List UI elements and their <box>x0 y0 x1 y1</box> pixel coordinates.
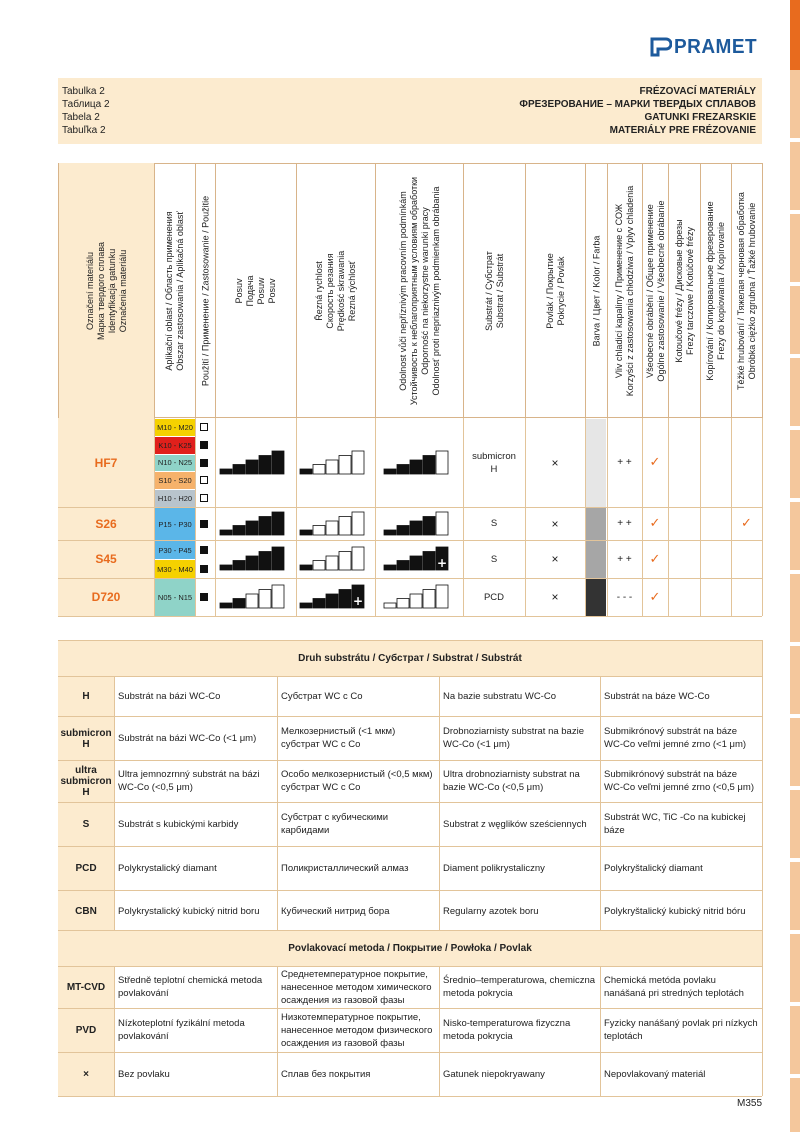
plus-icon: + <box>436 556 448 570</box>
column-header-label: Použití / Применение / Zastosowanie / Použitie <box>200 195 210 386</box>
toughness-level <box>380 584 452 610</box>
check-general: ✓ <box>649 455 661 470</box>
column-header <box>296 163 375 418</box>
level-step <box>272 451 284 474</box>
level-step <box>397 525 409 535</box>
level-step <box>259 455 271 474</box>
table-cell: Substrát na bázi WC-Co (<1 μm) <box>118 732 257 744</box>
row-label: H <box>58 677 114 716</box>
column-header-label: Označení materiálu Марка твердого сплава Identyfikacja gatunku Označenia materiálu <box>84 241 128 340</box>
level-step <box>300 603 312 608</box>
grade-color-swatch <box>586 541 606 578</box>
grade-name: HF7 <box>94 455 118 470</box>
level-step <box>339 516 351 535</box>
page-title-line: ФРЕЗЕРОВАНИЕ – МАРКИ ТВЕРДЫХ СПЛАВОВ <box>519 99 756 110</box>
cell-rule <box>600 966 601 1008</box>
level-step <box>246 460 258 474</box>
grade-color-swatch <box>586 419 606 507</box>
substrate-value: S <box>490 518 498 529</box>
table-cell: Diament polikrystaliczny <box>443 862 545 874</box>
check-disc <box>668 540 700 578</box>
table-cell: Сплав без покрытия <box>281 1068 371 1080</box>
check-general: ✓ <box>649 551 661 567</box>
check-copy <box>700 540 731 578</box>
row-rule <box>58 1096 762 1097</box>
grade-color-swatch <box>586 579 606 616</box>
level-step <box>339 590 351 609</box>
page-title-line: MATERIÁLY PRE FRÉZOVANIE <box>609 125 756 136</box>
table-cell: Fyzicky nanášaný povlak pri nízkych teplotách <box>604 1018 758 1042</box>
level-step <box>423 516 435 535</box>
cell-rule <box>114 966 115 1008</box>
column-header-label: Všeobecné obrábění / Общее применение Ogólne zastosowanie / Všeobecné obrábanie <box>644 199 666 382</box>
column-header <box>668 163 700 418</box>
toughness-level <box>380 546 452 572</box>
application-range: P15 - P30 <box>155 508 195 540</box>
level-step <box>246 521 258 535</box>
level-step <box>233 599 245 609</box>
level-step <box>259 516 271 535</box>
edge-tab-orange <box>790 0 800 70</box>
page-title-line: FRÉZOVACÍ MATERIÁLY <box>639 86 756 97</box>
pramet-logo-icon <box>650 37 672 57</box>
coating-value: × <box>551 552 559 566</box>
level-step <box>233 464 245 474</box>
use-marker <box>200 441 208 449</box>
table-cell: Średnio–temperaturowa, chemiczna metoda pokrycia <box>443 975 596 999</box>
use-marker <box>200 593 208 601</box>
level-step <box>313 599 325 609</box>
brand-name: PRAMET <box>674 35 758 58</box>
feed-level <box>216 450 288 476</box>
table-cell: Nisko-temperaturowa fizyczna metoda pokrycia <box>443 1018 571 1042</box>
column-header-label: Barva / Цвет / Kolor / Farba <box>591 235 601 346</box>
cell-rule <box>114 890 115 932</box>
grade-name: D720 <box>91 590 121 604</box>
cell-rule <box>439 1008 440 1052</box>
column-header-label: Aplikační oblast / Область применения Obszar zastosowania / Aplikačná oblasť <box>164 210 185 371</box>
use-marker <box>200 494 208 502</box>
toughness-level <box>380 450 452 476</box>
grade-name: S26 <box>95 516 117 531</box>
cell-rule <box>439 1052 440 1096</box>
cell-rule <box>114 760 115 802</box>
table-cell: Regularny azotek boru <box>443 905 539 917</box>
column-header-label: Odolnost vůči nepříznivým pracovním podmínkám Устойчивость к неблагоприятным условиям обработки Odporność na niekorzystne warunki pracy Odolnosť proti nepriaznivým podmienkam obrábania <box>397 176 441 405</box>
table-cell: Кубический нитрид бора <box>281 905 390 917</box>
table-cell: Drobnoziarnisty substrat na bazie WC-Co (<1 μm) <box>443 726 584 750</box>
check-general: ✓ <box>649 516 661 531</box>
level-step <box>423 552 435 571</box>
level-step <box>326 521 338 535</box>
table-cell: Ultra drobnoziarnisty substrat na bazie WC-Co (<0,5 μm) <box>443 769 580 793</box>
column-header <box>585 163 607 418</box>
row-label: ultra submicron H <box>58 761 114 802</box>
table-cell: Среднетемпературное покрытие, нанесенное методом химического осаждения из газовой фазы <box>281 968 432 1006</box>
column-header <box>700 163 731 418</box>
edge-tab-strip <box>790 70 800 1132</box>
level-step <box>259 590 271 609</box>
coating-value: × <box>551 516 559 531</box>
table-cell: Na bazie substratu WC-Co <box>443 690 556 702</box>
table-cell: Gatunek niepokryawany <box>443 1068 545 1080</box>
application-range: M30 - M40 <box>155 560 195 578</box>
cell-rule <box>600 676 601 716</box>
cell-rule <box>277 966 278 1008</box>
column-header-label: Vliv chladicí kapaliny / Применение с СОЖ Korzyści z zastosowania chłodziwa / Vplyv chladenia <box>614 185 635 396</box>
row-label: MT-CVD <box>58 967 114 1008</box>
level-step <box>220 469 232 474</box>
table-cell: Chemická metóda povlaku nanášaná pri stredných teplotách <box>604 975 744 999</box>
level-step <box>300 530 312 535</box>
application-range: K10 - K25 <box>155 437 195 454</box>
cell-rule <box>600 890 601 932</box>
use-marker <box>200 520 208 528</box>
level-step <box>384 603 396 608</box>
use-marker <box>200 476 208 484</box>
coolant-value: - - - <box>616 591 633 603</box>
use-marker <box>200 565 208 573</box>
column-header <box>607 163 642 418</box>
check-heavy <box>731 578 762 616</box>
row-label: CBN <box>58 891 114 932</box>
table-cell: Submikrónový substrát na báze WC-Co veľmi jemné zrno (<0,5 μm) <box>604 769 754 793</box>
cell-rule <box>114 1052 115 1096</box>
check-disc <box>668 578 700 616</box>
table-cell: Substrát s kubickými karbidy <box>118 818 239 830</box>
table-cell: Мелкозернистый (<1 мкм) субстрат WC с Co <box>281 726 396 750</box>
column-rule <box>195 418 196 616</box>
cell-rule <box>600 802 601 846</box>
column-header-label: Těžké hrubování / Тяжелая черновая обработка Obróbka ciężko zgrubna / Ťažké hrubovanie <box>736 191 757 390</box>
table-number-line: Таблица 2 <box>62 99 110 110</box>
row-rule <box>58 616 762 617</box>
cell-rule <box>439 802 440 846</box>
cell-rule <box>600 760 601 802</box>
table-cell: Polykryštalický kubický nitrid bóru <box>604 905 746 917</box>
row-label: PVD <box>58 1009 114 1052</box>
level-step <box>436 451 448 474</box>
cell-rule <box>600 1052 601 1096</box>
feed-level <box>216 546 288 572</box>
cell-rule <box>114 846 115 890</box>
row-label: submicron H <box>58 717 114 760</box>
level-step <box>220 565 232 570</box>
cell-rule <box>277 1008 278 1052</box>
level-step <box>410 521 422 535</box>
level-step <box>397 599 409 609</box>
column-rule <box>375 418 376 616</box>
check-heavy: ✓ <box>741 516 752 531</box>
cell-rule <box>439 846 440 890</box>
table-cell: Особо мелкозернистый (<0,5 мкм) субстрат WC с Co <box>281 769 433 793</box>
level-step <box>326 556 338 570</box>
column-rule <box>762 418 763 616</box>
table-cell: Submikrónový substrát na báze WC-Co veľmi jemné zrno (<1 μm) <box>604 726 747 750</box>
column-header-label: Kopírování / Копировальное фрезерование Frezy do kopiowania / Kopírovanie <box>705 200 726 381</box>
level-step <box>397 561 409 571</box>
table-cell: Bez povlaku <box>118 1068 170 1080</box>
level-step <box>384 530 396 535</box>
level-step <box>339 455 351 474</box>
level-step <box>326 594 338 608</box>
column-header <box>375 163 463 418</box>
toughness-level <box>380 511 452 537</box>
level-step <box>313 464 325 474</box>
cell-rule <box>114 676 115 716</box>
coating-value: × <box>551 590 559 604</box>
level-step <box>233 561 245 571</box>
table-cell: Polykrystalický diamant <box>118 862 217 874</box>
cell-rule <box>600 846 601 890</box>
table-cell: Středně teplotní chemická metoda povlakování <box>118 975 263 999</box>
cell-rule <box>114 716 115 760</box>
level-step <box>233 525 245 535</box>
level-step <box>410 460 422 474</box>
check-heavy <box>731 540 762 578</box>
level-step <box>352 512 364 535</box>
row-label: S <box>58 803 114 846</box>
table-right-border <box>762 930 763 1096</box>
level-step <box>423 455 435 474</box>
check-heavy <box>731 418 762 507</box>
level-step <box>272 512 284 535</box>
use-marker <box>200 546 208 554</box>
cell-rule <box>439 676 440 716</box>
table-cell: Nízkoteplotní fyzikální metoda povlakování <box>118 1018 245 1042</box>
speed-level <box>296 511 368 537</box>
column-header <box>215 163 296 418</box>
check-general: ✓ <box>649 589 661 605</box>
level-step <box>384 565 396 570</box>
table-cell: Субстрат с кубическими карбидами <box>281 812 389 836</box>
table-number-line: Tabulka 2 <box>62 86 105 97</box>
level-step <box>339 552 351 571</box>
column-header <box>731 163 762 418</box>
column-header <box>525 163 585 418</box>
section-title: Druh substrátu / Субстрат / Substrat / Substrát <box>58 640 762 676</box>
level-step <box>436 585 448 608</box>
cell-rule <box>439 716 440 760</box>
level-step <box>220 603 232 608</box>
application-range: S10 - S20 <box>155 472 195 489</box>
level-step <box>246 556 258 570</box>
application-range: N10 - N25 <box>155 455 195 472</box>
speed-level <box>296 546 368 572</box>
level-step <box>272 585 284 608</box>
cell-rule <box>277 716 278 760</box>
table-number-line: Tabela 2 <box>62 112 100 123</box>
column-header-label: Posuv Подача Posuw Posuv <box>234 274 277 307</box>
table-cell: Низкотемпературное покрытие, нанесенное методом физического осаждения из газовой фазы <box>281 1011 433 1049</box>
level-step <box>397 464 409 474</box>
coating-value: × <box>551 455 559 470</box>
cell-rule <box>439 760 440 802</box>
level-step <box>300 469 312 474</box>
check-copy <box>700 507 731 540</box>
row-label: PCD <box>58 847 114 890</box>
table-cell: Polykrystalický kubický nitrid boru <box>118 905 260 917</box>
column-header <box>642 163 668 418</box>
cell-rule <box>114 1008 115 1052</box>
table-cell: Субстрат WC с Co <box>281 690 363 702</box>
table-cell: Nepovlakovaný materiál <box>604 1068 706 1080</box>
check-copy <box>700 418 731 507</box>
level-step <box>436 512 448 535</box>
grade-name: S45 <box>95 552 117 566</box>
substrate-value: submicron H <box>472 450 516 475</box>
table-cell: Ultra jemnozrnný substrát na bázi WC-Co (<0,5 μm) <box>118 769 260 793</box>
level-step <box>300 565 312 570</box>
level-step <box>313 525 325 535</box>
coolant-value: + + <box>617 457 632 468</box>
plus-icon: + <box>352 594 364 608</box>
level-step <box>352 547 364 570</box>
cell-rule <box>439 966 440 1008</box>
table-cell: Substrát na bázi WC-Co <box>118 690 221 702</box>
level-step <box>313 561 325 571</box>
substrate-value: PCD <box>483 591 505 603</box>
level-step <box>220 530 232 535</box>
level-step <box>423 590 435 609</box>
column-header <box>58 163 154 418</box>
row-label: × <box>58 1053 114 1096</box>
application-range: P30 - P45 <box>155 541 195 559</box>
column-header-label: Řezná rychlost Скорость резания Prędkość skrawania Rezná rýchlosť <box>314 250 357 331</box>
grade-color-swatch <box>586 508 606 540</box>
check-disc <box>668 418 700 507</box>
section-title: Povlakovací metoda / Покрытие / Powłoka / Povlak <box>58 930 762 966</box>
cell-rule <box>277 676 278 716</box>
level-step <box>259 552 271 571</box>
level-step <box>326 460 338 474</box>
use-marker <box>200 459 208 467</box>
column-header <box>463 163 525 418</box>
level-step <box>410 594 422 608</box>
check-copy <box>700 578 731 616</box>
table-right-border <box>762 640 763 932</box>
cell-rule <box>439 890 440 932</box>
column-header-label: Kotoučové frézy / Дисковые фрезы Frezy tarczowe / Kotúčové frézy <box>673 218 695 363</box>
cell-rule <box>600 716 601 760</box>
column-header-label: Povlak / Покрытие Pokrycie / Povlak <box>544 252 566 329</box>
application-range: N05 - N15 <box>155 579 195 616</box>
table-number-line: Tabuľka 2 <box>62 125 106 136</box>
column-header-label: Substrát / Субстрат Substrat / Substrát <box>483 250 505 331</box>
substrate-value: S <box>490 553 498 565</box>
table-cell: Поликристаллический алмаз <box>281 862 409 874</box>
cell-rule <box>277 802 278 846</box>
coolant-value: + + <box>617 553 632 565</box>
column-header <box>195 163 215 418</box>
cell-rule <box>277 846 278 890</box>
level-step <box>246 594 258 608</box>
level-step <box>352 451 364 474</box>
application-range: H10 - H20 <box>155 490 195 507</box>
cell-rule <box>277 760 278 802</box>
level-step <box>410 556 422 570</box>
application-range: M10 - M20 <box>155 419 195 436</box>
table-cell: Substrat z węglików sześciennych <box>443 818 587 830</box>
page-title-line: GATUNKI FREZARSKIE <box>644 112 756 123</box>
speed-level <box>296 450 368 476</box>
page-number: M355 <box>736 1098 762 1109</box>
speed-level <box>296 584 368 610</box>
cell-rule <box>277 890 278 932</box>
column-header <box>154 163 195 418</box>
level-step <box>272 547 284 570</box>
table-cell: Polykryštalický diamant <box>604 862 703 874</box>
feed-level <box>216 584 288 610</box>
cell-rule <box>600 1008 601 1052</box>
cell-rule <box>114 802 115 846</box>
brand-logo <box>650 36 764 58</box>
table-cell: Substrát na báze WC-Co <box>604 690 710 702</box>
check-disc <box>668 507 700 540</box>
level-step <box>384 469 396 474</box>
table-cell: Substrát WC, TiC -Co na kubickej báze <box>604 812 746 836</box>
coolant-value: + + <box>617 518 632 529</box>
use-marker <box>200 423 208 431</box>
cell-rule <box>277 1052 278 1096</box>
feed-level <box>216 511 288 537</box>
